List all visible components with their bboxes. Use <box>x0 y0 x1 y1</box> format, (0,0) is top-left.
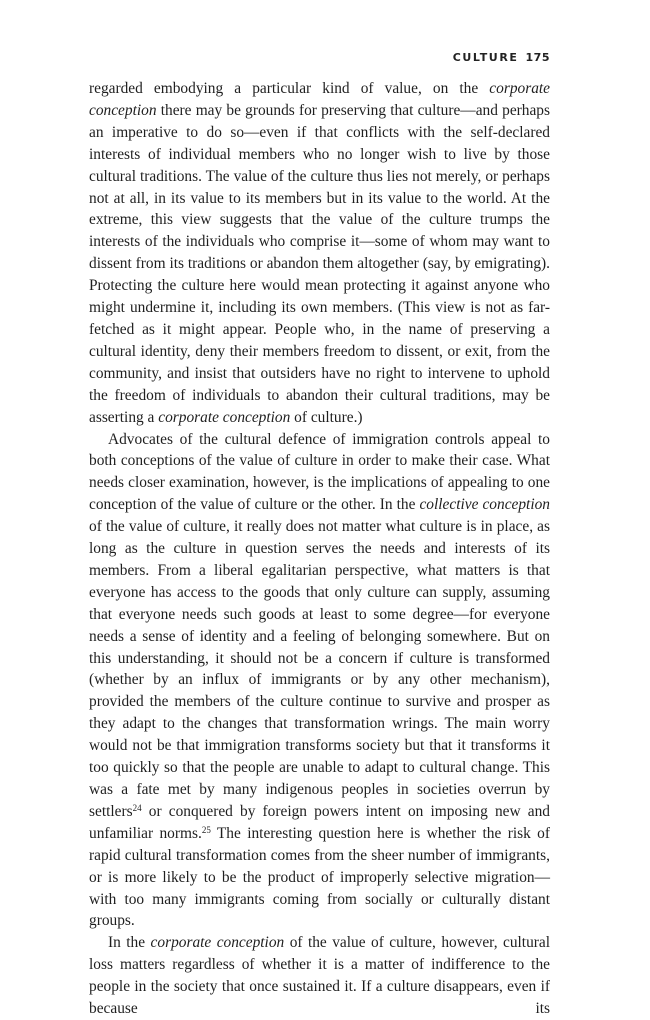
paragraph-3-text-b: of the value of culture, however, cultural loss matters regardless of whether it is a matter of indifference to the people in the society that once sustained it. If a culture disappears, even if because its <box>89 934 550 1018</box>
paragraph-1-text-c: of culture.) <box>290 408 363 426</box>
page-number: 175 <box>525 51 550 64</box>
paragraph-1-text-b: there may be grounds for preserving that culture—and perhaps an imperative to do so—even if that conflicts with the self-declared interests of individual members who no longer wish to live by those cultural traditions. The value of the culture thus lies not merely, or perhaps not at all, in its value to its members but in its value to the world. At the extreme, this view suggests that the value of the culture trumps the interests of the individuals who comprise it—some of whom may want to dissent from its traditions or abandon them altogether (say, by emigrating). Protecting the culture here would mean protecting it against anyone who might undermine it, including its own members. (This view is not as far-fetched as it might appear. People who, in the name of preserving a cultural identity, deny their members freedom to dissent, or exit, from the community, and insist that outsiders have no right to intervene to uphold the freedom of individuals to abandon their cultural traditions, may be asserting a <box>89 101 550 426</box>
paragraph-2-text-a: Advocates of the cultural defence of immigration controls appeal to both conceptions of the value of culture in order to make their case. What needs closer examination, however, is the implications of appealing to one conception of the value of culture or the other. In the <box>89 430 550 514</box>
footnote-ref-25[interactable]: 25 <box>201 824 211 835</box>
paragraph-3-text-a: In the <box>108 934 151 952</box>
paragraph-3-emphasis-a: corporate conception <box>150 934 285 952</box>
paragraph-2-text-c: or conquered by foreign powers intent on imposing new and unfamiliar norms. <box>89 802 550 842</box>
paragraph-1-emphasis-b: corporate conception <box>158 408 291 426</box>
paragraph-1 <box>89 78 550 429</box>
paragraph-3 <box>89 932 550 1020</box>
section-title: CULTURE <box>452 51 519 64</box>
footnote-ref-24[interactable]: 24 <box>132 802 142 813</box>
body-text <box>89 78 550 1020</box>
paragraph-2 <box>89 429 550 933</box>
paragraph-2-text-b: of the value of culture, it really does not matter what culture is in place, as long as the culture in question serves the needs and interests of its members. From a liberal egalitarian perspective, what matters is that everyone has access to the goods that only culture can supply, assuming that everyone needs such goods at least to some degree—for everyone needs a sense of identity and a feeling of belonging somewhere. But on this understanding, it should not be a concern if culture is transformed (whether by an influx of immigrants or by any other mechanism), provided the members of the culture continue to survive and prosper as they adapt to the changes that transformation wrings. The main worry would not be that immigration transforms society but that it transforms it too quickly so that the people are unable to adapt to cultural change. This was a fate met by many indigenous peoples in societies overrun by settlers <box>89 518 550 820</box>
paragraph-2-text-d: The interesting question here is whether the risk of rapid cultural transformation comes from the sheer number of immigrants, or is more likely to be the product of improperly selective migration—with too many immigrants coming from socially or culturally distant groups. <box>89 824 550 930</box>
running-head <box>453 51 550 64</box>
paragraph-2-emphasis-a: collective conception <box>419 496 550 514</box>
paragraph-1-emphasis-a: corporate conception <box>89 80 550 119</box>
paragraph-1-text-a: regarded embodying a particular kind of value, on the <box>89 80 490 97</box>
